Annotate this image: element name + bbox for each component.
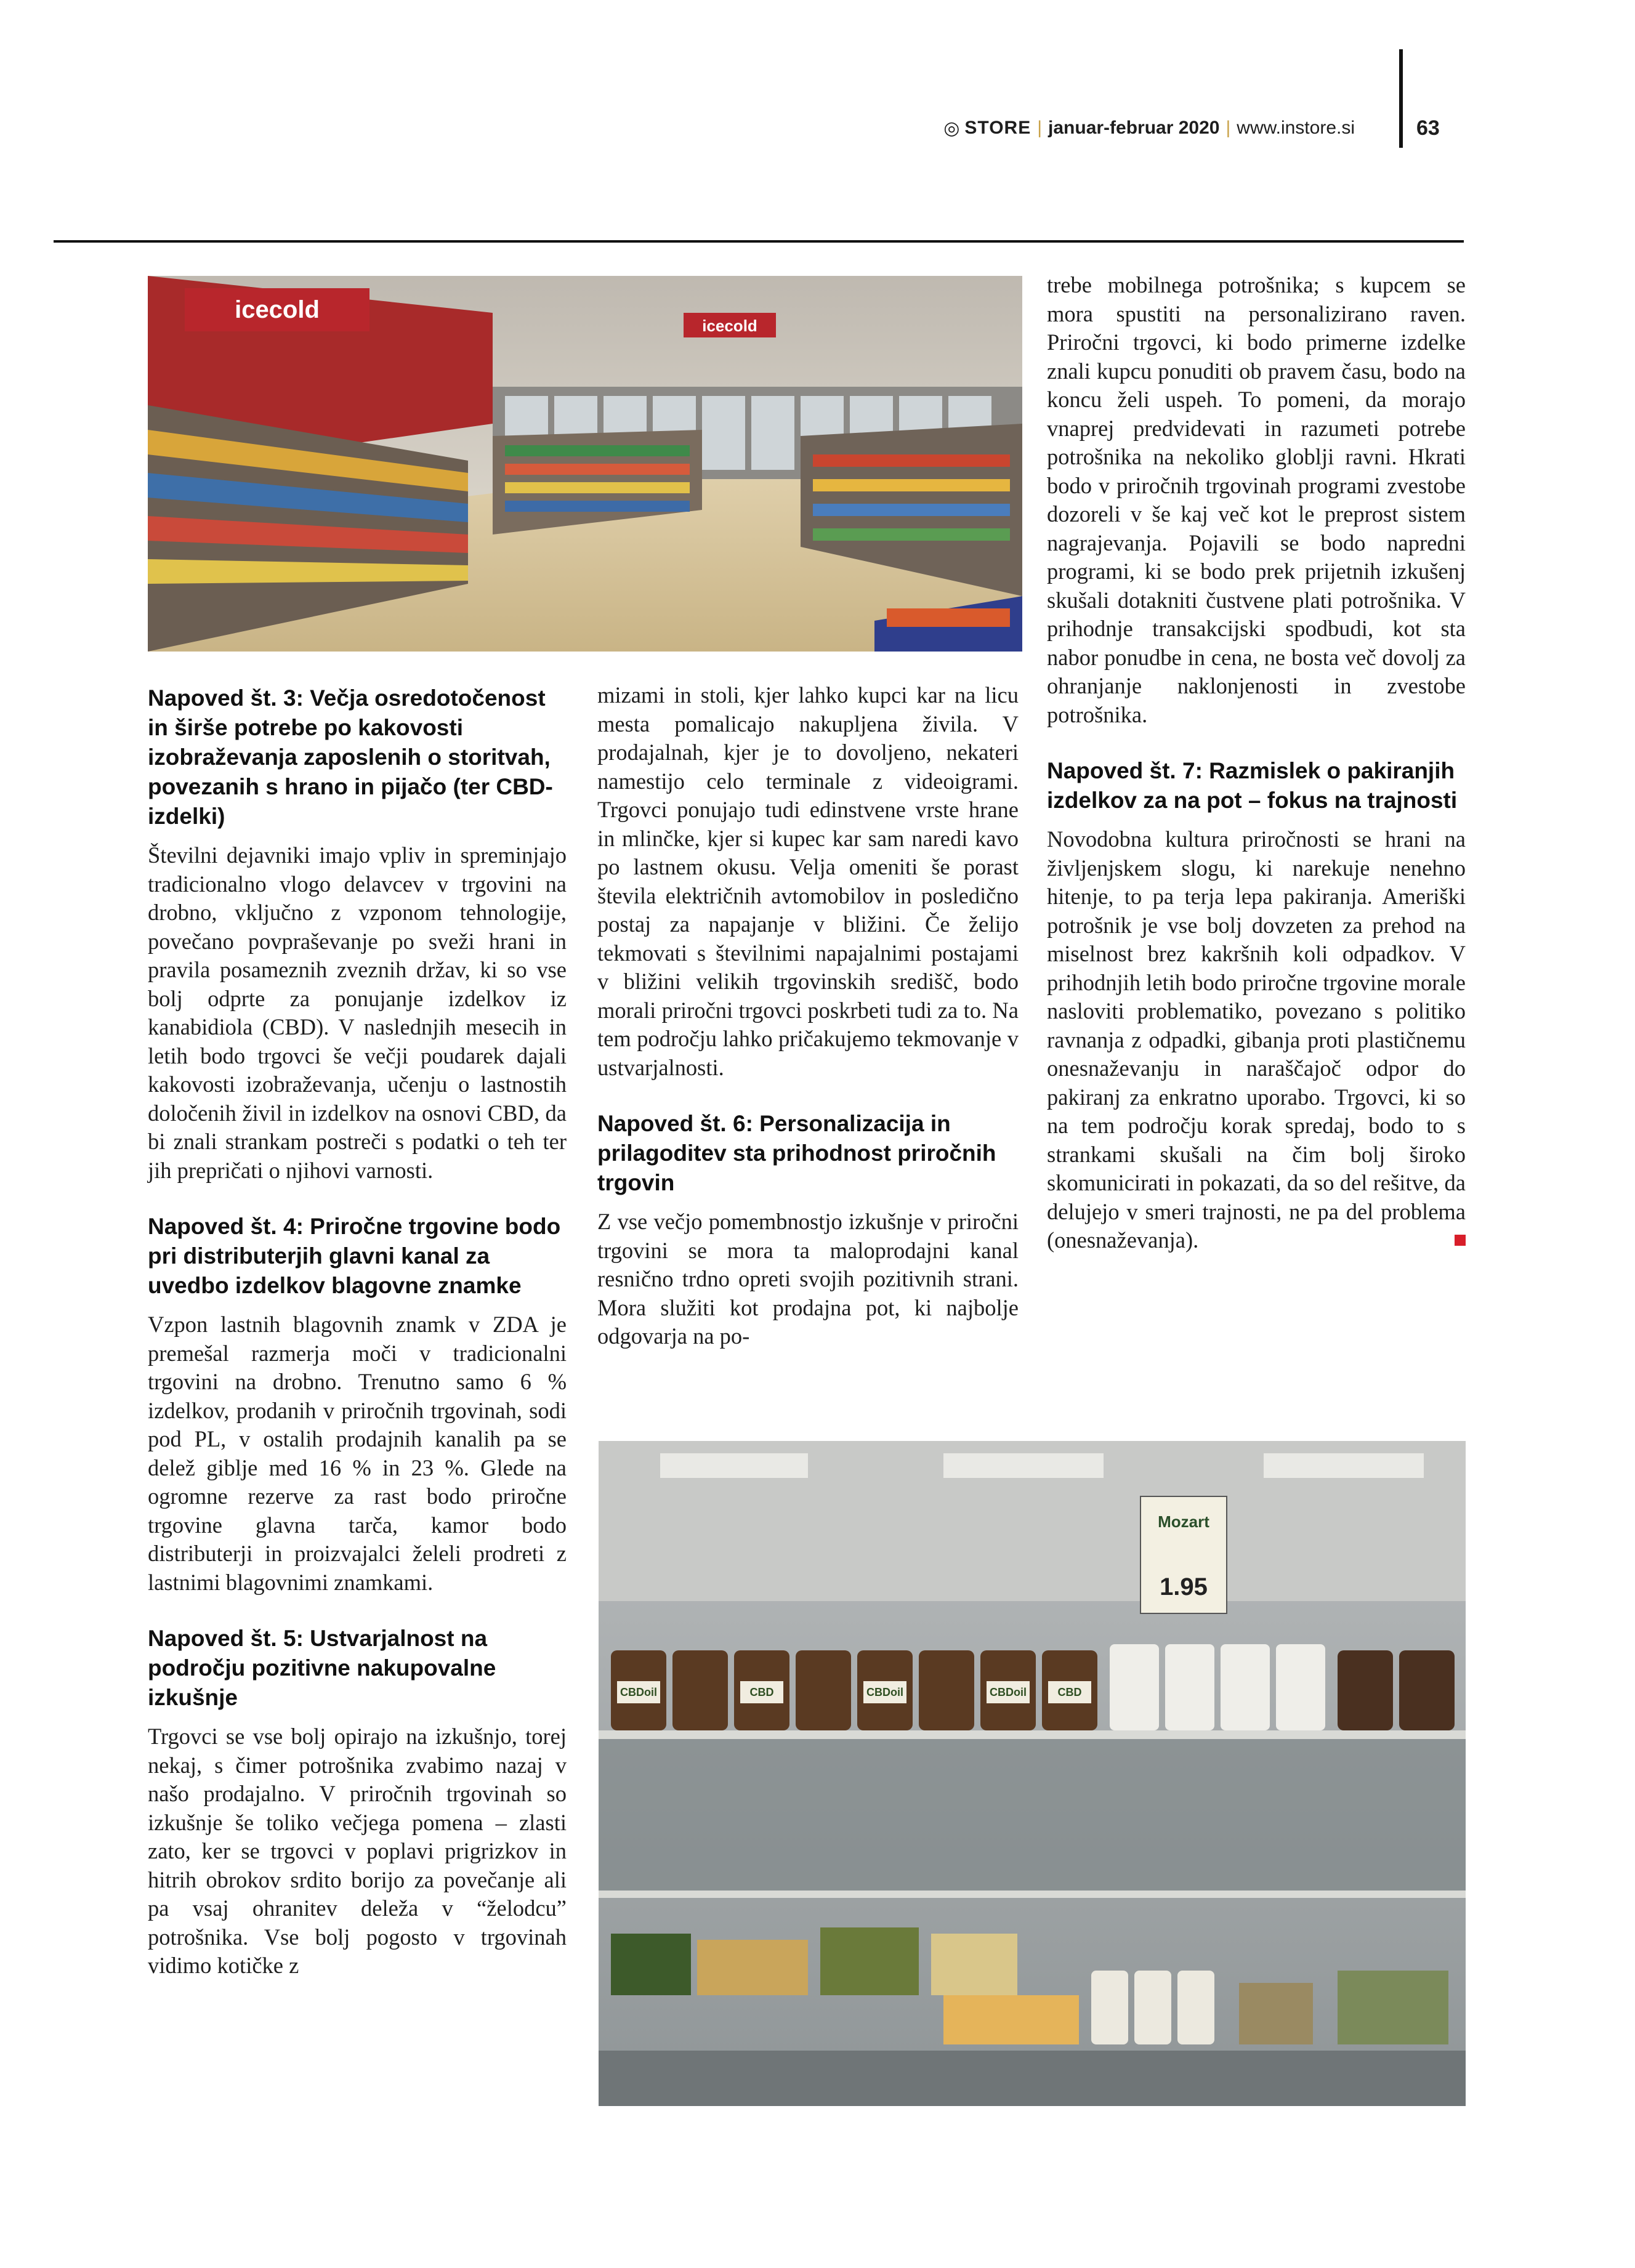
price-sign-title: Mozart	[1158, 1512, 1209, 1531]
cbd-label-1: CBDoil	[620, 1686, 657, 1698]
header-divider	[1399, 49, 1403, 148]
column-right	[1047, 271, 1466, 1255]
paragraph-prediction-5: Trgovci se vse bolj opirajo na izkušnjo, torej nekaj, s čimer potrošnika zvabimo nazaj v našo prodajalno. V priročnih trgovinah so izkušnje še toliko večjega pomena – zlasti zato, ker se trgovci v poplavi prigrizkov in hitrih obrokov srdito borijo za povečanje ali pa vsaj ohranitev deleža v “želodcu” potrošnika. Vse bolj pogosto v trgovinah vidimo kotičke z	[148, 1724, 567, 1978]
paragraph-prediction-6-continued: trebe mobilnega potrošnika; s kupcem se mora spustiti na personalizirano raven. Priročni trgovci, ki bodo primerne izdelke znali kupcu ponuditi ob pravem času, bodo na koncu želi uspeh. To pomeni, da morajo vnaprej predvidevati in razumeti potrebe potrošnika na nekoliko globlji ravni. Hkrati bodo v priročnih trgovinah programi zvestobe dozoreli v še kaj več kot le preprost sistem nagrajevanja. Pojavili se bodo napredni programi, ki se bodo prek prijetnih izkušenj skušali dotakniti čustvene plati potrošnika. V prihodnje transakcijski spodbudi, kot sta nabor ponudbe in cena, ne bosta več dovolj za ohranjanje naklonjenosti in zvestobe potrošnika.	[1047, 272, 1466, 727]
paragraph-prediction-3: Številni dejavniki imajo vpliv in spreminjajo tradicionalno vlogo delavcev v trgovini na drobno, vključno z vzponom tehnologije, povečano povpraševanje po sveži hrani in pravila posameznih zveznih držav, ki so vse bolj odprte za ponujanje izdelkov iz kanabidiola (CBD). V naslednjih mesecih in letih bodo trgovci še večji poudarek dajali kakovosti izobraževanja, učenju o lastnostih določenih živil in izdelkov na osnovi CBD, da bi znali strankam postreči s podatki o teh ter jih prepričati o njihovi varnosti.	[148, 842, 567, 1183]
paragraph-prediction-5-continued: mizami in stoli, kjer lahko kupci kar na licu mesta pomalicajo nakupljena živila. V prodajalnah, kjer je to dovoljeno, nekateri namestijo celo terminale z videoigrami. Trgovci ponujajo tudi edinstvene vrste hrane in mlinčke, kjer si kupec kar sam naredi kavo po lastnem okusu. Velja omeniti še porast števila električnih avtomobilov in posledično postaj za napajanje v bližini. Če želijo tekmovati s številnimi napajalnimi postajami v bližini velikih trgovinskih središč, bodo morali priročni trgovci poskrbeti tudi za to. Na tem področju lahko pričakujemo tekmovanje v ustvarjalnosti.	[597, 682, 1019, 1080]
column-left	[148, 684, 567, 1980]
article-end-marker	[1455, 1235, 1466, 1246]
store-interior-photo	[148, 276, 1022, 652]
issue-date: januar-februar 2020	[1048, 118, 1220, 138]
price-sign-value: 1.95	[1160, 1573, 1208, 1600]
magazine-brand: STORE	[964, 118, 1031, 138]
heading-prediction-6: Napoved št. 6: Personalizacija in prilagoditev sta prihodnost priročnih trgovin	[597, 1111, 996, 1195]
website-link[interactable]: www.instore.si	[1237, 118, 1355, 138]
heading-prediction-4: Napoved št. 4: Priročne trgovine bodo pri distributerjih glavni kanal za uvedbo izdelkov blagovne znamke	[148, 1214, 561, 1298]
store-sign-right: icecold	[702, 317, 757, 335]
paragraph-prediction-4: Vzpon lastnih blagovnih znamk v ZDA je premešal razmerja moči v tradicionalni trgovini na drobno. Trenutno samo 6 % izdelkov, prodanih v priročnih trgovinah, sodi pod PL, v ostalih prodajnih kanalih pa se delež giblje med 16 % in 23 %. Glede na ogromne rezerve za rast bodo priročne trgovine glavna tarča, kamor bodo distributerji in proizvajalci želeli prodreti z lastnimi blagovnimi znamkami.	[148, 1312, 567, 1595]
cbd-label-3: CBDoil	[866, 1686, 903, 1698]
heading-prediction-7: Napoved št. 7: Razmislek o pakiranjih izdelkov za na pot – fokus na trajnosti	[1047, 758, 1458, 813]
cbd-label-2: CBD	[749, 1686, 774, 1698]
running-header	[943, 110, 1355, 147]
cbd-label-5: CBD	[1057, 1686, 1082, 1698]
paragraph-prediction-6: Z vse večjo pomembnostjo izkušnje v priročni trgovini se mora ta maloprodajni kanal resnično trdno opreti svojih pozitivnih strani. Mora služiti kot prodajna pot, ki najbolje odgovarja na po-	[597, 1209, 1019, 1349]
page-number: 63	[1416, 116, 1440, 140]
heading-prediction-3: Napoved št. 3: Večja osredotočenost in širše potrebe po kakovosti izobraževanja zaposlenih o storitvah, povezanih s hrano in pijačo (ter CBD-izdelki)	[148, 685, 553, 829]
header-rule	[54, 240, 1464, 243]
cbd-display-photo	[599, 1441, 1466, 2106]
store-sign-left: icecold	[235, 296, 320, 323]
heading-prediction-5: Napoved št. 5: Ustvarjalnost na področju pozitivne nakupovalne izkušnje	[148, 1626, 496, 1710]
magazine-logo-icon: ◎	[943, 118, 960, 139]
header-separator: |	[1037, 118, 1043, 138]
store-interior-image	[148, 276, 1022, 652]
header-separator: |	[1225, 118, 1231, 138]
cbd-display-image	[599, 1441, 1466, 2106]
paragraph-prediction-7: Novodobna kultura priročnosti se hrani na življenjskem slogu, ki narekuje nenehno hitenje, to pa terja lepa pakiranja. Ameriški potrošnik je vse bolj dovzeten za prehod na miselnost brez kakršnih koli odpadkov. V prihodnjih letih bodo priročne trgovine morale nasloviti problematiko, povezano s politiko ravnanja z odpadki, gibanja proti plastičnemu onesnaževanju in naraščajoč odpor do pakiranj za enkratno uporabo. Trgovci, ki so na tem področju korak spredaj, bodo to s strankami skušali na čim bolj široko skomunicirati in pokazati, da so del rešitve, da delujejo v smeri trajnosti, ne pa del problema (onesnaževanja).	[1047, 826, 1466, 1253]
cbd-label-4: CBDoil	[990, 1686, 1027, 1698]
column-middle	[597, 681, 1019, 1351]
